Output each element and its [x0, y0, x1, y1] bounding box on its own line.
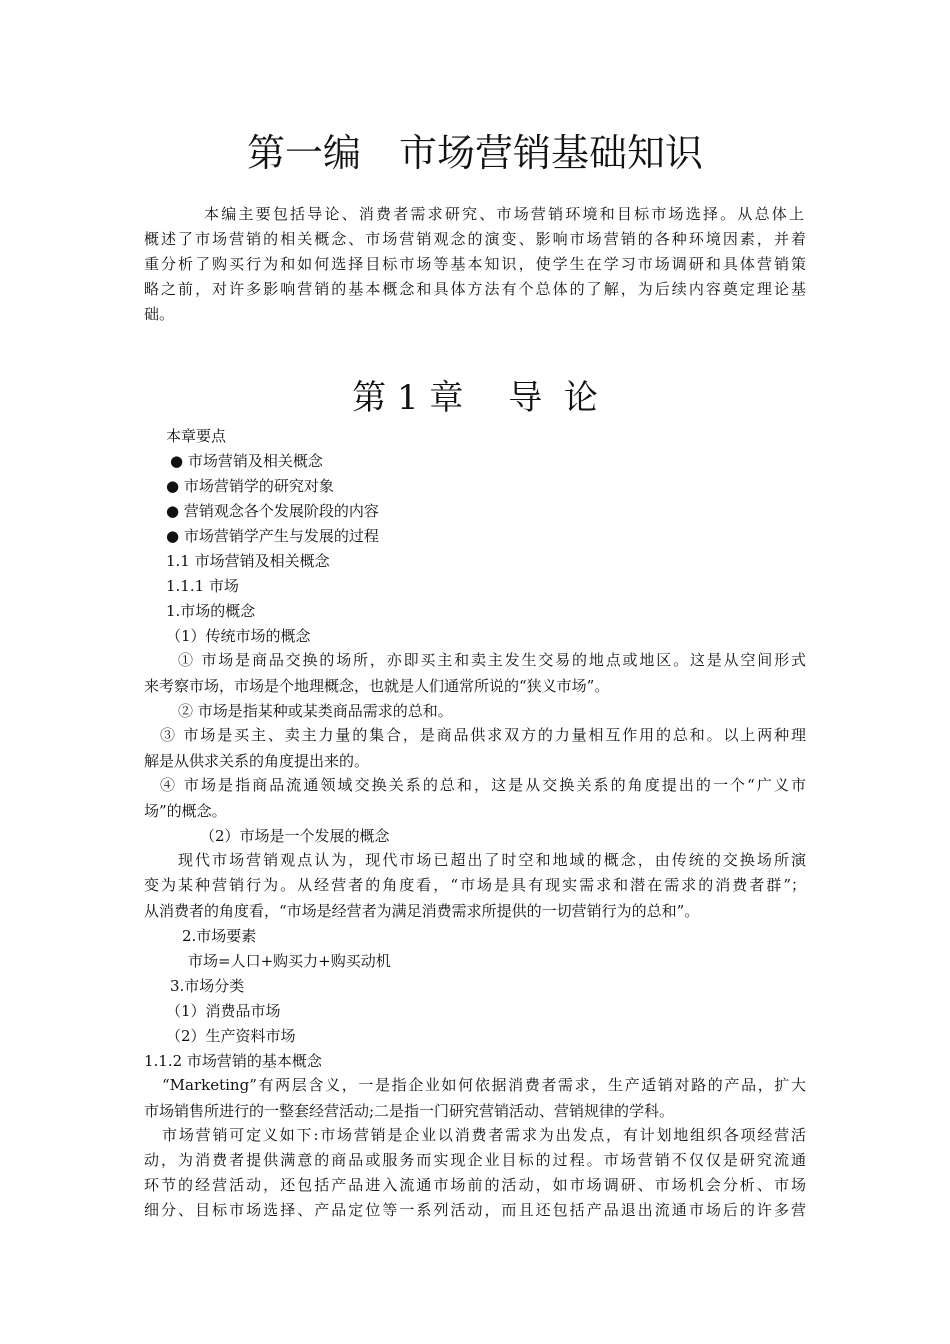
subsection-heading: 1.1.1 市场: [166, 577, 239, 595]
body-line: ④ 市场是指商品流通领域交换关系的总和，这是从交换关系的角度提出的一个“广义市: [160, 776, 806, 794]
body-line: 动，为消费者提供满意的商品或服务而实现企业目标的过程。市场营销不仅仅是研究流通: [144, 1151, 806, 1169]
key-point-item: ● 市场营销学产生与发展的过程: [166, 527, 379, 545]
item-heading: 1.市场的概念: [166, 602, 256, 620]
body-line: 从消费者的角度看，“市场是经营者为满足消费需求所提供的一切营销行为的总和”。: [144, 902, 700, 920]
body-line: “Marketing”有两层含义，一是指企业如何依据消费者需求，生产适销对路的产品，扩大: [162, 1076, 806, 1094]
body-line: 现代市场营销观点认为，现代市场已超出了时空和地域的概念，由传统的交换场所演: [178, 851, 806, 869]
item-heading: （1）传统市场的概念: [166, 627, 311, 645]
key-points-heading: 本章要点: [166, 427, 227, 445]
body-line: ② 市场是指某种或某类商品需求的总和。: [178, 702, 453, 720]
intro-line: 略之前，对许多影响营销的基本概念和具体方法有个总体的了解，为后续内容奠定理论基: [144, 280, 806, 298]
part-title: 第一编 市场营销基础知识: [246, 131, 703, 175]
body-line: ③ 市场是买主、卖主力量的集合，是商品供求双方的力量相互作用的总和。以上两种理: [160, 726, 806, 744]
intro-line: 本编主要包括导论、消费者需求研究、市场营销环境和目标市场选择。从总体上: [204, 205, 804, 223]
chapter-title: 第 1 章 导 论: [352, 378, 598, 418]
subsection-heading: 1.1.2 市场营销的基本概念: [144, 1052, 322, 1070]
body-line: 市场营销可定义如下:市场营销是企业以消费者需求为出发点，有计划地组织各项经营活: [162, 1126, 806, 1144]
intro-line: 础。: [144, 305, 175, 323]
item-heading: （1）消费品市场: [166, 1002, 281, 1020]
key-point-item: ● 营销观念各个发展阶段的内容: [166, 502, 379, 520]
body-line: 变为某种营销行为。从经营者的角度看，“市场是具有现实需求和潜在需求的消费者群”；: [144, 876, 806, 894]
intro-line: 概述了市场营销的相关概念、市场营销观念的演变、影响市场营销的各种环境因素，并着: [144, 230, 806, 248]
body-line: 来考察市场，市场是个地理概念，也就是人们通常所说的“狭义市场”。: [144, 677, 610, 695]
item-heading: （2）生产资料市场: [166, 1027, 296, 1045]
item-heading: （2）市场是一个发展的概念: [200, 827, 390, 845]
body-line: 解是从供求关系的角度提出来的。: [144, 752, 370, 770]
section-heading: 1.1 市场营销及相关概念: [166, 552, 330, 570]
key-point-item: ● 市场营销及相关概念: [170, 452, 323, 470]
intro-line: 重分析了购买行为和如何选择目标市场等基本知识，使学生在学习市场调研和具体营销策: [144, 255, 806, 273]
body-line: 市场销售所进行的一整套经营活动;二是指一门研究营销活动、营销规律的学科。: [144, 1102, 675, 1120]
body-line: 市场=人口+购买力+购买动机: [188, 952, 391, 970]
body-line: 细分、目标市场选择、产品定位等一系列活动，而且还包括产品退出流通市场后的许多营: [144, 1201, 806, 1219]
body-line: 环节的经营活动，还包括产品进入流通市场前的活动，如市场调研、市场机会分析、市场: [144, 1176, 806, 1194]
body-line: 场”的概念。: [144, 802, 227, 820]
key-point-item: ● 市场营销学的研究对象: [166, 477, 334, 495]
body-line: ① 市场是商品交换的场所，亦即买主和卖主发生交易的地点或地区。这是从空间形式: [178, 651, 806, 669]
item-heading: 3.市场分类: [170, 977, 245, 995]
item-heading: 2.市场要素: [182, 927, 257, 945]
